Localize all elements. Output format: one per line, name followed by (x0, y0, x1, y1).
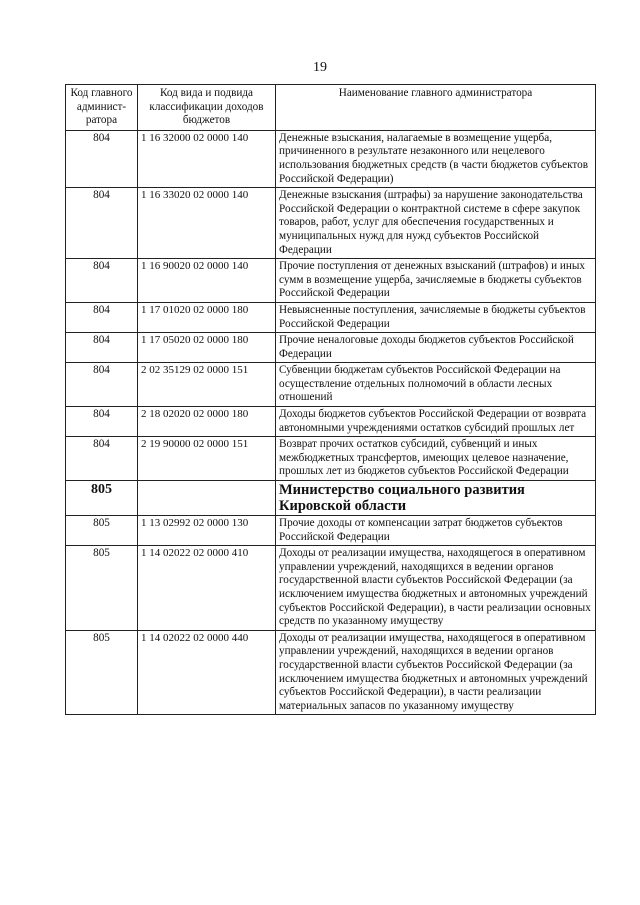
table-row (66, 363, 596, 407)
table-row (66, 333, 596, 363)
income-name-cell: Денежные взыскания (штрафы) за нарушение законодательства Российской Федерации о контрактной системе в сфере закупок товаров, работ, услуг для обеспечения государственных и муниципальных нужд для нужд субъектов Российской Федерации (276, 188, 596, 259)
income-code-cell: 1 16 90020 02 0000 140 (138, 259, 276, 303)
table-row (66, 130, 596, 187)
header-admin-code: Код главного админист-ратора (66, 85, 138, 131)
table-row (66, 302, 596, 332)
admin-code-cell: 804 (66, 363, 138, 407)
admin-code-cell: 804 (66, 333, 138, 363)
table-row (66, 437, 596, 481)
income-name-cell: Субвенции бюджетам субъектов Российской Федерации на осуществление отдельных полномочий в области лесных отношений (276, 363, 596, 407)
income-code-cell: 1 17 01020 02 0000 180 (138, 302, 276, 332)
header-admin-name: Наименование главного администратора (276, 85, 596, 131)
table-row (66, 259, 596, 303)
table-row (66, 630, 596, 715)
ministry-name-cell: Министерство социального развития Кировской области (276, 481, 596, 516)
income-administrators-table (65, 84, 596, 715)
admin-code-cell: 805 (66, 546, 138, 631)
income-code-cell: 1 16 32000 02 0000 140 (138, 130, 276, 187)
admin-code-cell: 805 (66, 630, 138, 715)
income-name-cell: Прочие поступления от денежных взысканий (штрафов) и иных сумм в возмещение ущерба, зачисляемые в бюджеты субъектов Российской Федерации (276, 259, 596, 303)
admin-code-cell: 804 (66, 259, 138, 303)
admin-code-cell: 804 (66, 188, 138, 259)
income-code-cell: 2 02 35129 02 0000 151 (138, 363, 276, 407)
income-code-cell: 1 16 33020 02 0000 140 (138, 188, 276, 259)
admin-code-cell: 805 (66, 481, 138, 516)
income-code-cell: 1 13 02992 02 0000 130 (138, 516, 276, 546)
income-name-cell: Невыясненные поступления, зачисляемые в бюджеты субъектов Российской Федерации (276, 302, 596, 332)
income-name-cell: Возврат прочих остатков субсидий, субвенций и иных межбюджетных трансфертов, имеющих целевое назначение, прошлых лет из бюджетов субъектов Российской Федерации (276, 437, 596, 481)
admin-code-cell: 804 (66, 407, 138, 437)
admin-code-cell: 805 (66, 516, 138, 546)
table-row (66, 188, 596, 259)
income-name-cell: Прочие неналоговые доходы бюджетов субъектов Российской Федерации (276, 333, 596, 363)
income-code-cell: 2 18 02020 02 0000 180 (138, 407, 276, 437)
table-row (66, 546, 596, 631)
table-row (66, 516, 596, 546)
admin-code-cell: 804 (66, 130, 138, 187)
ministry-heading-row (66, 481, 596, 516)
income-name-cell: Доходы от реализации имущества, находящегося в оперативном управлении учреждений, находящихся в ведении органов государственной власти субъектов Российской Федерации (за исключением имущества бюджетных и автономных учреждений субъектов Российской Федерации), в части реализации материальных запасов по указанному имуществу (276, 630, 596, 715)
table-row (66, 407, 596, 437)
income-code-cell (138, 481, 276, 516)
income-name-cell: Доходы от реализации имущества, находящегося в оперативном управлении учреждений, находящихся в ведении органов государственной власти субъектов Российской Федерации (за исключением имущества бюджетных и автономных учреждений субъектов Российской Федерации), в части реализации основных средств по указанному имуществу (276, 546, 596, 631)
header-income-code: Код вида и подвида классификации доходов бюджетов (138, 85, 276, 131)
table-header-row (66, 85, 596, 131)
income-name-cell: Денежные взыскания, налагаемые в возмещение ущерба, причиненного в результате незаконного или нецелевого использования бюджетных средств (в части бюджетов субъектов Российской Федерации) (276, 130, 596, 187)
income-code-cell: 1 14 02022 02 0000 440 (138, 630, 276, 715)
income-name-cell: Доходы бюджетов субъектов Российской Федерации от возврата автономными учреждениями остатков субсидий прошлых лет (276, 407, 596, 437)
income-code-cell: 1 14 02022 02 0000 410 (138, 546, 276, 631)
income-name-cell: Прочие доходы от компенсации затрат бюджетов субъектов Российской Федерации (276, 516, 596, 546)
income-code-cell: 2 19 90000 02 0000 151 (138, 437, 276, 481)
admin-code-cell: 804 (66, 302, 138, 332)
income-code-cell: 1 17 05020 02 0000 180 (138, 333, 276, 363)
page-number: 19 (313, 60, 327, 75)
admin-code-cell: 804 (66, 437, 138, 481)
